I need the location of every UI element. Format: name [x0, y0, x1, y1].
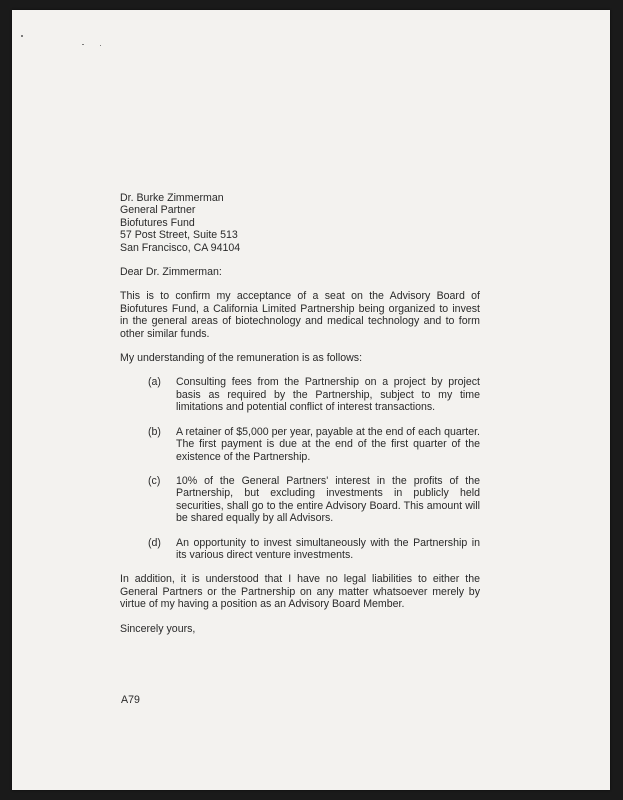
- list-intro: My understanding of the remuneration is as follows:: [120, 352, 363, 365]
- intro-paragraph: This is to confirm my acceptance of a seat on the Advisory Board of Biofutures Fund, a California Limited Partnership being organized to invest in the general areas of biotechnology and medical technology and to form other similar funds.: [120, 290, 480, 340]
- letter-body: [120, 192, 480, 635]
- list-item: [120, 426, 480, 463]
- letter-page: [12, 10, 610, 790]
- address-line: San Francisco, CA 94104: [120, 241, 241, 254]
- salutation: Dear Dr. Zimmerman:: [120, 266, 222, 279]
- address-line: General Partner: [120, 204, 196, 217]
- address-line: Biofutures Fund: [120, 216, 195, 229]
- signoff: Sincerely yours,: [120, 622, 196, 635]
- paper-speck: [82, 44, 84, 45]
- list-item: [120, 475, 480, 525]
- remuneration-list: [120, 376, 480, 561]
- paper-speck: [21, 35, 23, 37]
- address-line: Dr. Burke Zimmerman: [120, 192, 224, 204]
- list-item: [120, 376, 480, 413]
- item-text: An opportunity to invest simultaneously with the Partnership in its various direct venture investments.: [176, 536, 480, 561]
- item-label: (c): [148, 474, 161, 487]
- list-item: [120, 537, 480, 562]
- address-line: 57 Post Street, Suite 513: [120, 229, 238, 242]
- recipient-address: [120, 192, 480, 254]
- paper-speck: [100, 45, 101, 46]
- closing-paragraph: In addition, it is understood that I have no legal liabilities to either the General Partners or the Partnership on any matter whatsoever merely by virtue of my having a position as an Advisory Board Member.: [120, 573, 480, 611]
- item-label: (a): [148, 376, 161, 389]
- item-label: (b): [148, 425, 161, 438]
- item-text: 10% of the General Partners' interest in the profits of the Partnership, but excluding investments in publicly held securities, shall go to the entire Advisory Board. This amount will be shared equally by all Advisors.: [176, 474, 480, 525]
- item-label: (d): [148, 536, 161, 549]
- item-text: Consulting fees from the Partnership on a project by project basis as required by the Partnership, subject to my time limitations and potential conflict of interest transactions.: [176, 376, 480, 414]
- page-number: A79: [121, 694, 140, 706]
- item-text: A retainer of $5,000 per year, payable at the end of each quarter. The first payment is due at the end of the first quarter of the existence of the Partnership.: [176, 425, 480, 463]
